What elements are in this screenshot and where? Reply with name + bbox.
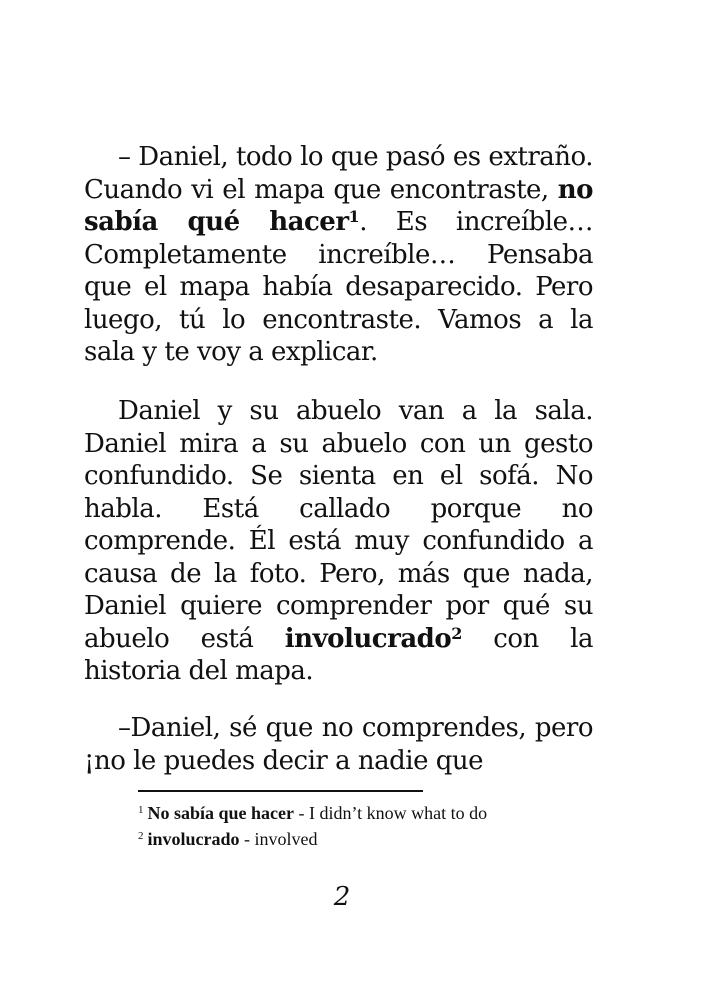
text-run: – Daniel, todo lo que pasó es extraño. Cuando vi el mapa que encontraste, [84, 142, 593, 205]
text-run: Daniel y su abuelo van a la sala. Daniel mira a su abuelo con un gesto confundido. Se sienta en el sofá. No habla. Está callado porque no comprende. Él está muy confundido a causa de la foto. Pero, más que nada, Daniel quiere comprender por qué su abuelo está [84, 396, 593, 654]
text-run: . Es increíble… Completamente increíble… Pensaba que el mapa había desaparecido. Pero luego, tú lo encontraste. Vamos a la sala y te voy a explicar. [84, 207, 594, 367]
vocab-term: involucrado [284, 623, 452, 654]
footnote-divider [138, 790, 423, 792]
vocab-term: no sabía qué hacer [84, 174, 593, 237]
paragraph-narration [84, 395, 593, 688]
footnote-reference: 1 [348, 207, 360, 226]
footnote-definition: - involved [239, 829, 318, 849]
footnote-reference: 2 [451, 623, 462, 643]
footnote-item [138, 826, 538, 852]
footnote-term: No sabía que hacer [147, 803, 295, 823]
paragraph-dialogue-1 [84, 141, 593, 369]
page-number: 2 [333, 882, 351, 912]
text-run: con la historia del mapa. [84, 623, 594, 686]
footnote-term: involucrado [147, 829, 240, 849]
footnote-definition: - I didn’t know what to do [294, 803, 488, 823]
text-run: –Daniel, sé que no comprendes, pero ¡no le puedes decir a nadie que [84, 713, 593, 776]
paragraph-dialogue-2 [84, 712, 593, 777]
footnote-item [138, 800, 538, 826]
footnotes [138, 800, 538, 852]
footnote-marker: 2 [138, 830, 144, 842]
footnote-marker: 1 [138, 804, 144, 816]
